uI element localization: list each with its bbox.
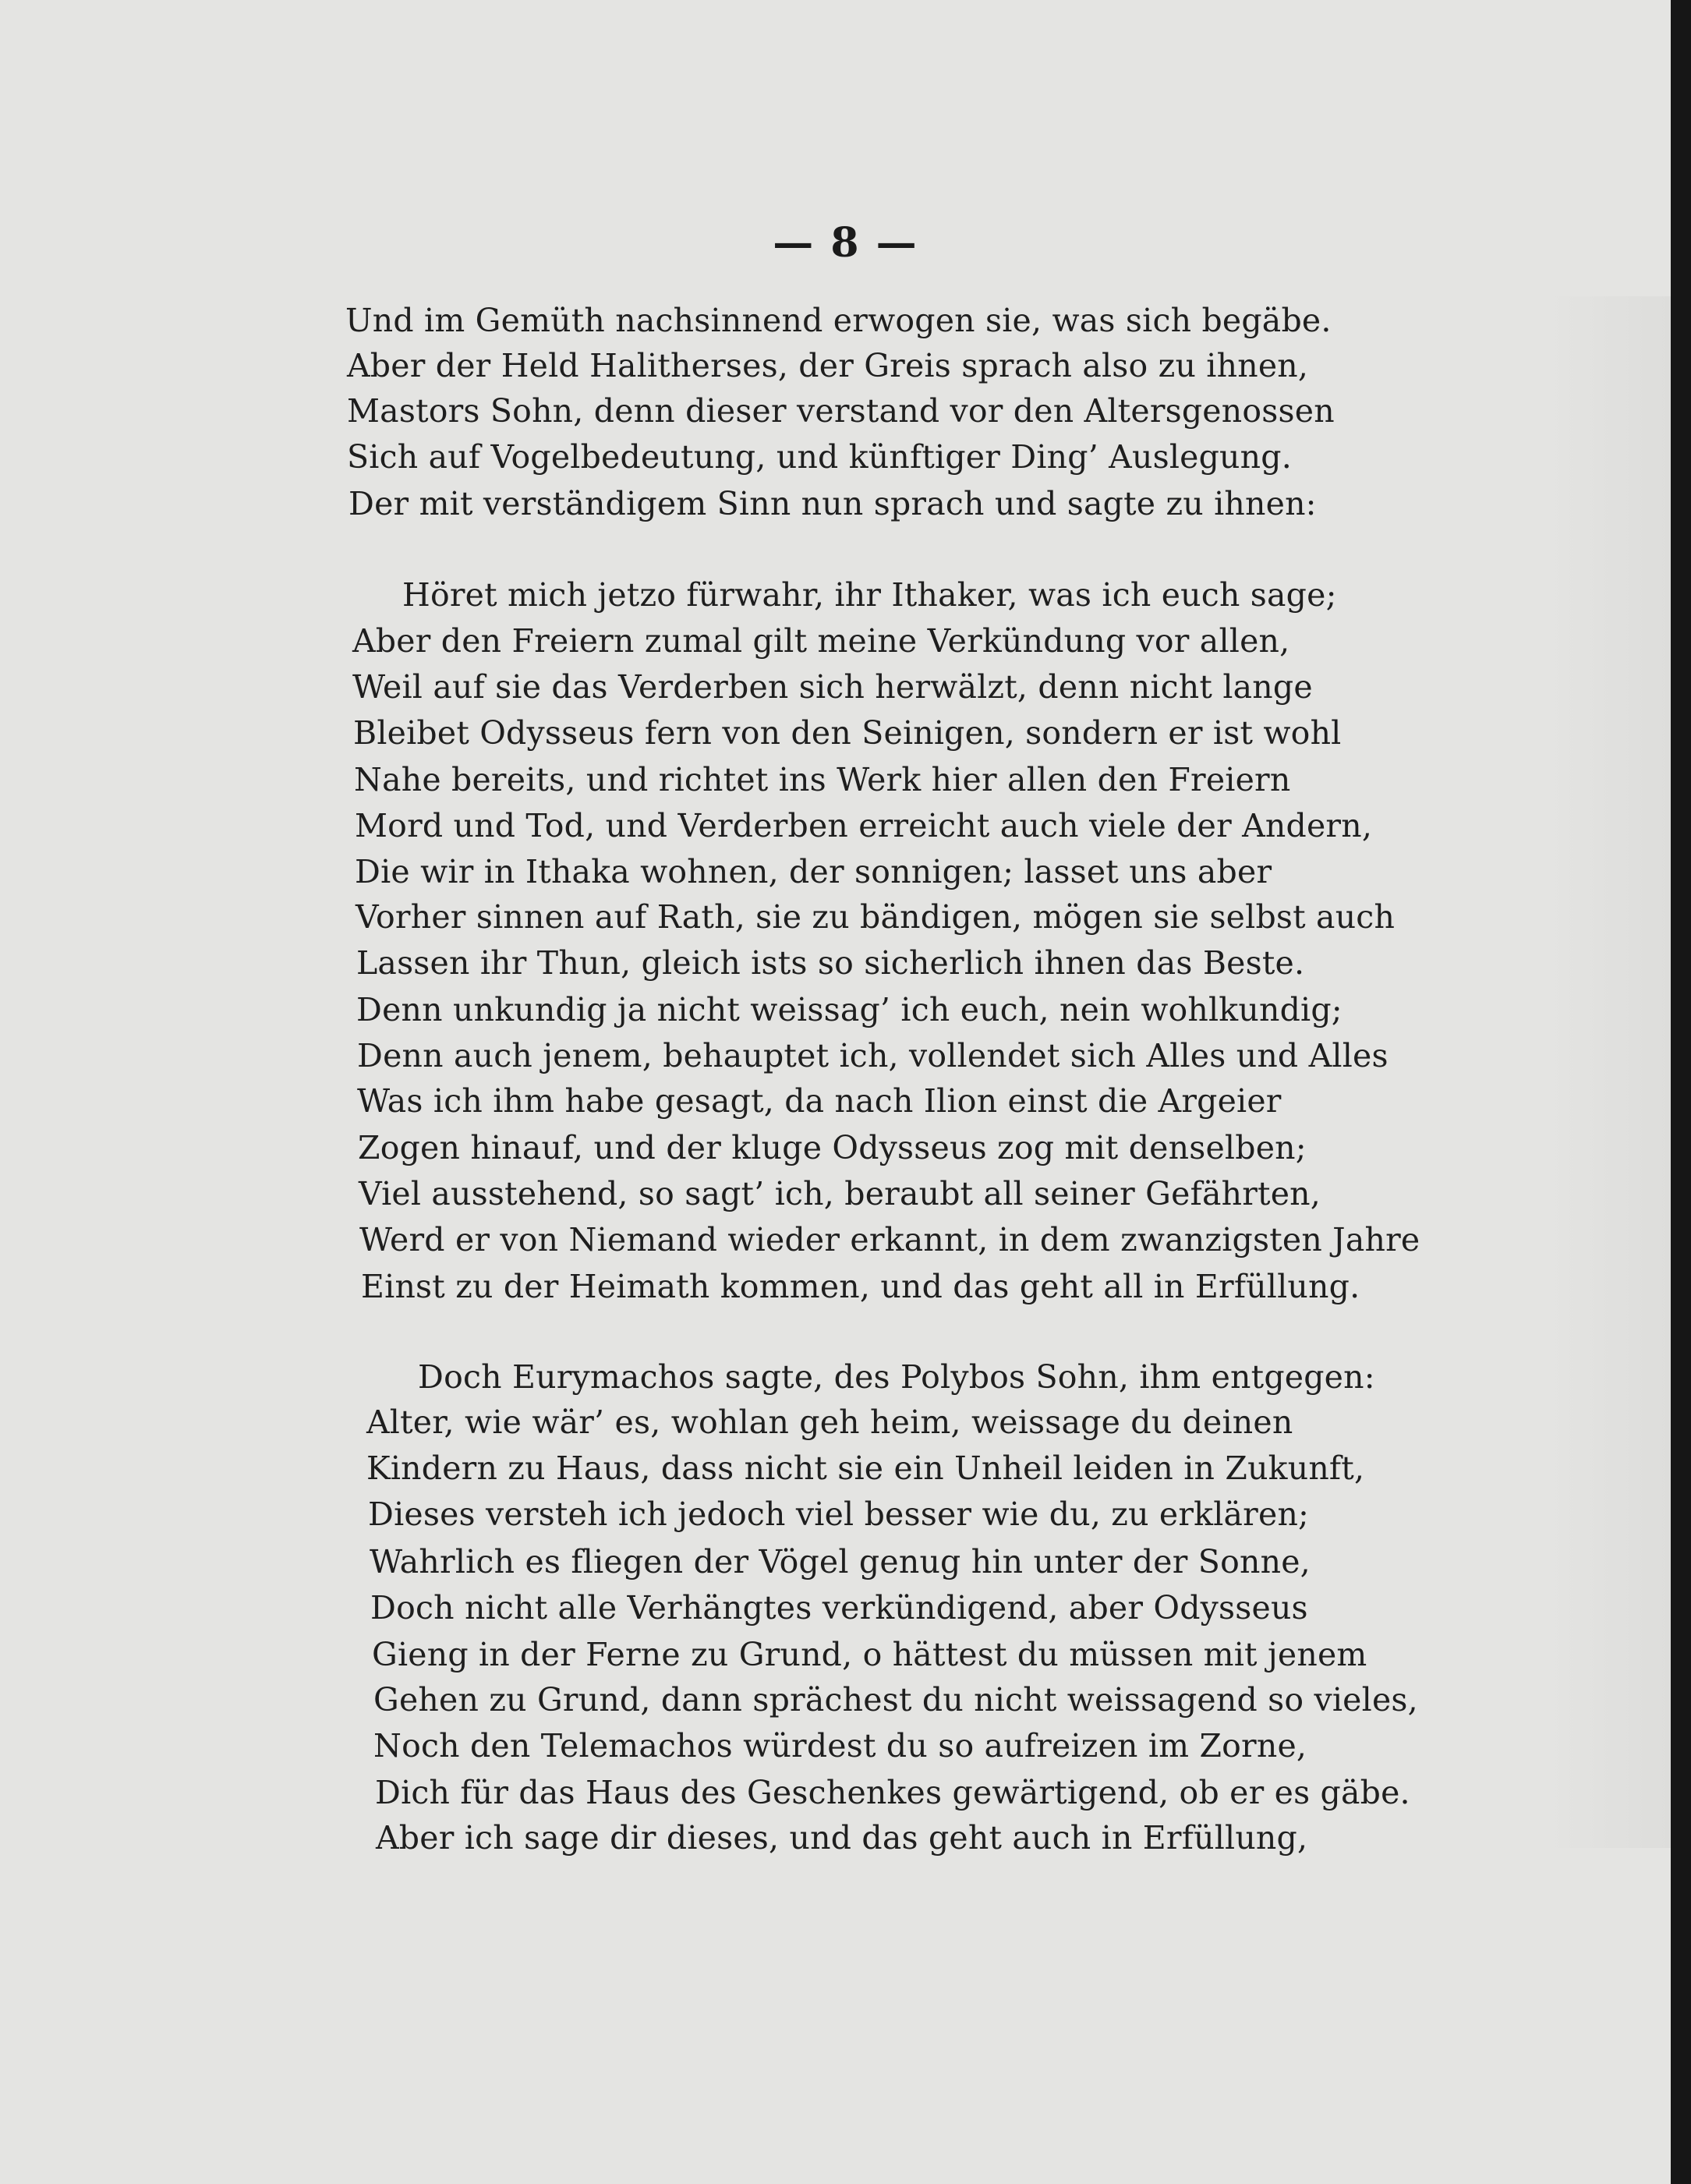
verse-line: Alter, wie wär’ es, wohlan geh heim, weissage du deinen — [366, 1403, 1293, 1441]
verse-line: Werd er von Niemand wieder erkannt, in dem zwanzigsten Jahre — [359, 1221, 1420, 1258]
verse-line: Die wir in Ithaka wohnen, der sonnigen; lasset uns aber — [355, 853, 1272, 890]
verse-line: Noch den Telemachos würdest du so aufreizen im Zorne, — [373, 1727, 1307, 1765]
verse-line: Der mit verständigem Sinn nun sprach und sagte zu ihnen: — [348, 485, 1317, 522]
verse-line: Dieses versteh ich jedoch viel besser wie du, zu erklären; — [368, 1496, 1310, 1533]
verse-line: Aber den Freiern zumal gilt meine Verkündung vor allen, — [352, 622, 1290, 660]
verse-line: Viel ausstehend, so sagt’ ich, beraubt all seiner Gefährten, — [359, 1175, 1321, 1212]
verse-line: Was ich ihm habe gesagt, da nach Ilion einst die Argeier — [357, 1082, 1282, 1120]
verse-line: Mord und Tod, und Verderben erreicht auch viele der Andern, — [355, 807, 1373, 844]
page-number: — 8 — — [773, 219, 918, 267]
verse-line: Gehen zu Grund, dann sprächest du nicht weissagend so vieles, — [373, 1681, 1418, 1719]
verse-line: Aber der Held Halitherses, der Greis sprach also zu ihnen, — [347, 347, 1309, 384]
verse-line: Einst zu der Heimath kommen, und das geht all in Erfüllung. — [361, 1268, 1360, 1305]
verse-line: Und im Gemüth nachsinnend erwogen sie, was sich begäbe. — [345, 302, 1332, 339]
verse-line: Bleibet Odysseus fern von den Seinigen, sondern er ist wohl — [353, 714, 1342, 752]
verse-line: Kindern zu Haus, dass nicht sie ein Unheil leiden in Zukunft, — [366, 1450, 1365, 1487]
verse-line: Nahe bereits, und richtet ins Werk hier allen den Freiern — [354, 761, 1291, 798]
verse-line: Doch nicht alle Verhängtes verkündigend, aber Odysseus — [370, 1589, 1308, 1626]
verse-line: Vorher sinnen auf Rath, sie zu bändigen, mögen sie selbst auch — [356, 898, 1396, 936]
verse-line: Dich für das Haus des Geschenkes gewärtigend, ob er es gäbe. — [375, 1774, 1410, 1811]
verse-line: Wahrlich es fliegen der Vögel genug hin unter der Sonne, — [370, 1543, 1311, 1580]
verse-line: Höret mich jetzo fürwahr, ihr Ithaker, was ich euch sage; — [402, 576, 1337, 614]
verse-line: Sich auf Vogelbedeutung, und künftiger Ding’ Auslegung. — [347, 438, 1292, 476]
verse-line: Lassen ihr Thun, gleich ists so sicherlich ihnen das Beste. — [356, 944, 1305, 982]
verse-line: Doch Eurymachos sagte, des Polybos Sohn, ihm entgegen: — [418, 1358, 1375, 1396]
verse-line: Aber ich sage dir dieses, und das geht auch in Erfüllung, — [376, 1819, 1308, 1857]
verse-line: Gieng in der Ferne zu Grund, o hättest du müssen mit jenem — [372, 1636, 1367, 1673]
verse-line: Zogen hinauf, und der kluge Odysseus zog mit denselben; — [358, 1129, 1307, 1166]
verse-line: Weil auf sie das Verderben sich herwälzt, denn nicht lange — [352, 668, 1313, 706]
verse-line: Denn unkundig ja nicht weissag’ ich euch, nein wohlkundig; — [356, 991, 1343, 1028]
verse-line: Denn auch jenem, behauptet ich, vollendet sich Alles und Alles — [357, 1037, 1389, 1074]
verse-line: Mastors Sohn, denn dieser verstand vor den Altersgenossen — [347, 392, 1335, 430]
